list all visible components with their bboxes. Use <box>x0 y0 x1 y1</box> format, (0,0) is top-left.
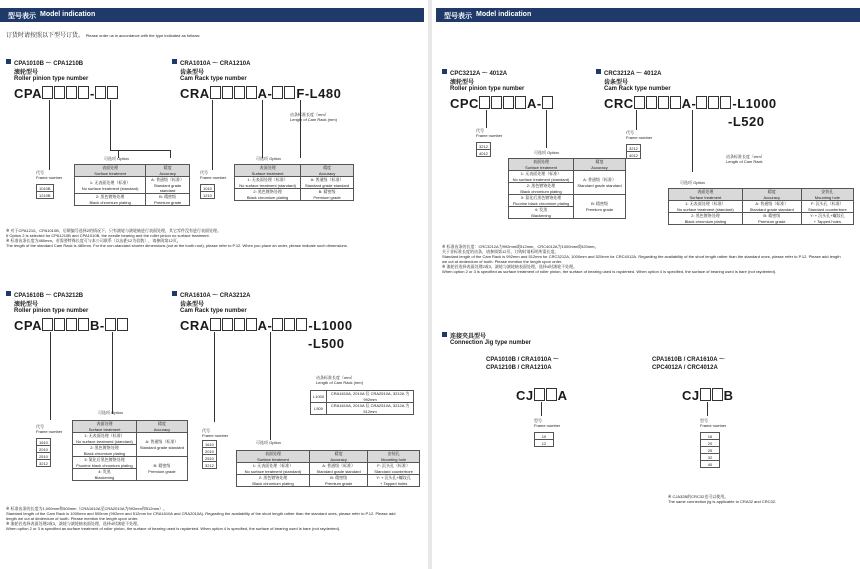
page-header <box>436 8 860 22</box>
section-a-en: Roller pinion type number <box>14 76 89 82</box>
bullet-icon <box>172 59 177 64</box>
length-table-d: L1000 CRA1610A, 2010A 仅 CRA2510A, 3212A 为 992mm L500 CRA1610A, 2010A 仅 CRA2510A, 3212A 为 512mm <box>310 390 414 415</box>
frame-number-table-d: 1610 2010 2510 3212 <box>202 440 217 469</box>
note-block-3: ※ 标准齿条的长度：CRC3212A为992mm或512mm，CRC4012A为1000mm或520mm。 关于非标准长度的齿条，请参阅第12页，订购时请标明所需长度。 Standard length of the Cam Rack is 992mm and 512mm for CRC3212A, 1000mm and 520mm for CRC4012A. Regarding the availability of the short length rather than the standard ones, please refer to P.12. Please add length we cut at dedendum of tooth. Please mention the length upon order. ※ 滚轮若选择表面处理2或3，滚轮与滚轮轴表面处理，选择4时滚轮不处理。 When option 2 or 3 is specified as surface treatment of roller pinion, the surface of bearing used is raydented. When option 4 is specified, the surface of bearing used is bare (not raydented). <box>442 244 841 274</box>
length-label-d: 齿条标准长度（mm） Length of Cam Rack (mm) <box>316 375 363 385</box>
section-f-cn: 齿条型号 <box>604 80 629 86</box>
jig-table-a: 10 12 <box>534 432 554 447</box>
section-b-cn: 齿条型号 <box>180 70 205 76</box>
jig-code-a: CJ A <box>516 388 568 403</box>
section-c-en: Roller pinion type number <box>14 308 89 314</box>
frame-number-table-c: 1610 2010 2510 3212 <box>36 438 51 467</box>
option-table-c: 表面处理 Surface treatment 精度 Accuracy 1: 无表面处理（标准） No surface treatment (standard) A: 普通级（标准） Standard grade standard 2: 黑色镀铬处理 Black chromium plating 3: 氮化后黑色镀铬处理 Fluorine black chromium plating B: 精密级 Premium grade 4: 发黑 Blackening <box>72 420 188 481</box>
bullet-icon <box>442 332 447 337</box>
option-table-b: 表面处理 Surface treatment 精度 Accuracy 1: 无表面处理（标准） No surface treatment (standard) A: 普通级（标准） Standard grade standard 2: 黑色镀铬处理 Black chromium plating B: 精密级 Premium grade <box>234 164 354 201</box>
frame-number-table-e: 3212 4012 <box>476 142 491 157</box>
section-d-title: CRA1610A ～ CRA3212A <box>180 293 251 299</box>
model-code-e: CPC A- <box>450 96 554 111</box>
table-cell: 1210B <box>37 192 54 199</box>
option-table-e: 表面处理 Surface treatment 精度 Accuracy 1: 无表面处理（标准） No surface treatment (standard) A: 普通级（标准） Standard grade standard 2: 黑色镀铬处理 Black chromium plating 3: 氮化后黑色镀铬处理 Fluorine black chromium plating B: 精密级 Premium grade 4: 发黑 Blackening <box>508 158 626 219</box>
option-label: 可选项 Option <box>680 180 705 185</box>
option-table-f: 表面处理 Surface treatment 精度 Accuracy 安装孔 Mounting hole 1: 无表面处理（标准） No surface treatment (standard) A: 普通级（标准） Standard grade standard F: 沉头孔（标准） Standard counterbore 2: 黑色镀铬处理 Black chromium plating B: 精密级 Premium grade Y: + 沉头孔+螺纹孔 + Tapped holes <box>668 188 854 225</box>
frame-number-label: 代号 Frame number <box>476 128 503 138</box>
intro-cn: 订货时请按照以下型号订货。 <box>6 33 85 39</box>
frame-number-label: 代号 Frame number <box>36 170 63 180</box>
model-code-d: CRA A- -L1000 <box>180 318 353 333</box>
frame-number-label: 型号 Frame number <box>534 418 561 428</box>
jig-code-b: CJ B <box>682 388 734 403</box>
frame-number-label: 代号 Frame number <box>200 170 227 180</box>
frame-number-table-a <box>36 184 54 199</box>
header-title-cn: 型号表示 <box>8 13 36 20</box>
model-code-b: CRA A- F-L480 <box>180 86 342 101</box>
frame-number-label: 代号 Frame number <box>36 424 63 434</box>
section-g-en: Connection Jig type number <box>450 340 532 346</box>
jig-b-title: CPA1610B / CRA1610A ～ CPC4012A / CRC4012A <box>652 357 726 371</box>
section-e-cn: 滚轮型号 <box>450 80 475 86</box>
bullet-icon <box>172 291 177 296</box>
section-d-cn: 齿条型号 <box>180 302 205 308</box>
left-page <box>0 0 424 569</box>
length-label-b: 齿条标准长度（mm） Length of Cam Rack (mm) <box>290 112 337 122</box>
section-g-cn: 连接夹具型号 <box>450 334 487 340</box>
model-code-a <box>14 86 119 101</box>
frame-number-label: 代号 Frame number <box>626 130 653 140</box>
bullet-icon <box>6 59 11 64</box>
length-label-f: 齿条标准长度（mm） Length of Cam Rack <box>726 154 765 164</box>
section-f-en: Cam Rack type number <box>604 86 671 92</box>
frame-number-label: 代号 Frame number <box>202 428 229 438</box>
jig-table-b: 16 20 25 32 40 <box>700 432 720 468</box>
intro-text <box>6 30 200 39</box>
section-b-title: CRA1010A ～ CRA1210A <box>180 61 251 67</box>
bullet-icon <box>442 69 447 74</box>
bullet-icon <box>6 291 11 296</box>
option-label: 可选项 Option <box>256 156 281 161</box>
jig-a-title: CPA1010B / CRA1010A ～ CPA1210B / CRA1210A <box>486 357 560 371</box>
frame-number-table-f: 3212 4012 <box>626 144 641 159</box>
section-d-en: Cam Rack type number <box>180 308 247 314</box>
model-code-d-alt: -L500 <box>308 336 345 351</box>
option-table-a: 表面处理 Surface treatment 精度 Accuracy 1: 无表面处理（标准） No surface treatment (standard) A: 普通级（标准） Standard grade standard 2: 黑色镀铬处理 Black chromium plating B: 精密级 Premium grade <box>74 164 190 206</box>
code-prefix: CPA <box>14 86 42 101</box>
table-cell: 1010B <box>37 185 54 192</box>
model-code-c: CPA B- <box>14 318 129 333</box>
intro-en: Please order us in accordance with the type indicated as follows: <box>85 33 201 38</box>
section-c-title: CPA1610B ～ CPA3212B <box>14 293 84 299</box>
section-f-title: CRC3212A ～ 4012A <box>604 71 662 77</box>
option-label: 可选项 Option <box>256 440 281 445</box>
right-page <box>436 0 860 569</box>
jig-note: ※ CJA32B的CRC32也可以使用。 The same connection jig is applicable to CRA32 and CRC32. <box>668 494 777 504</box>
page-gutter <box>428 0 432 569</box>
option-table-d: 表面处理 Surface treatment 精度 Accuracy 安装孔 Mounting hole 1: 无表面处理（标准） No surface treatment (standard) A: 普通级（标准） Standard grade standard F: 沉头孔（标准） Standard counterbore 2: 黑色镀铬处理 Black chromium plating B: 精密级 Premium grade Y: + 沉头孔+螺纹孔 + Tapped holes <box>236 450 420 487</box>
section-b-en: Cam Rack type number <box>180 76 247 82</box>
section-e-title: CPC3212A ～ 4012A <box>450 71 508 77</box>
header-title-en: Model indication <box>40 11 96 18</box>
note-block-2: ※ 标准齿条的长度为1,000mm和500mm（CRA1610A至CRA2010A为992mm和512mm）。 Standard length of the Cam Rack is 1000mm and 500mm (992mm and 512mm for CRA1610A and CRA2010A). Regarding the availability of the short length rather than the standard ones, please refer to P.12. Please add length we cut at dedendum of tooth. Please mention the length upon order. ※ 滚轮若选择表面处理2或3，滚轮与滚轮轴表面处理，选择4时滚轮不处理。 When option 2 or 3 is specified as surface treatment of roller pinion, the surface of bearing used is raydented. When option 4 is specified, the surface of bearing used is bare (not raydented). <box>6 506 396 531</box>
section-e-en: Roller pinion type number <box>450 86 525 92</box>
code-sep: - <box>89 86 95 101</box>
header-title-en: Model indication <box>476 11 532 18</box>
option-label: 可选项 Option <box>534 150 559 155</box>
frame-number-label: 型号 Frame number <box>700 418 727 428</box>
model-code-f-alt: -L520 <box>728 114 765 129</box>
option-label: 可选项 Option <box>104 156 129 161</box>
section-c-cn: 滚轮型号 <box>14 302 39 308</box>
section-a-title: CPA1010B ～ CPA1210B <box>14 61 84 67</box>
bullet-icon <box>596 69 601 74</box>
note-block-1: ※ 对于CPA1210、CPA1010B，后缀编号选择2的情况下，只有滚轮与滚轮轴进行表面处理，其它零件没有进行表面处理。 If Option 2 is selected for CPA1210B and CPA1010B, the needle bearing and the roller pinion no surface treatment. ※ 标准齿条长度为480mm，若需要特殊长度可与本公司联系（以齿距12为倍数），请参阅第12页。 The length of the standard Cam Rack is 480mm. For the non-standard shorter dimensions (cut at the tooth root), please refer to P.12. When you place an order, please indicate such dimensions. <box>6 228 348 248</box>
page-header <box>0 8 424 22</box>
section-a-cn: 滚轮型号 <box>14 70 39 76</box>
frame-number-table-b: 1010 1210 <box>200 184 215 199</box>
header-title-cn: 型号表示 <box>444 13 472 20</box>
model-code-f: CRC A- -L1000 <box>604 96 777 111</box>
option-label: 可选项 Option <box>98 410 123 415</box>
